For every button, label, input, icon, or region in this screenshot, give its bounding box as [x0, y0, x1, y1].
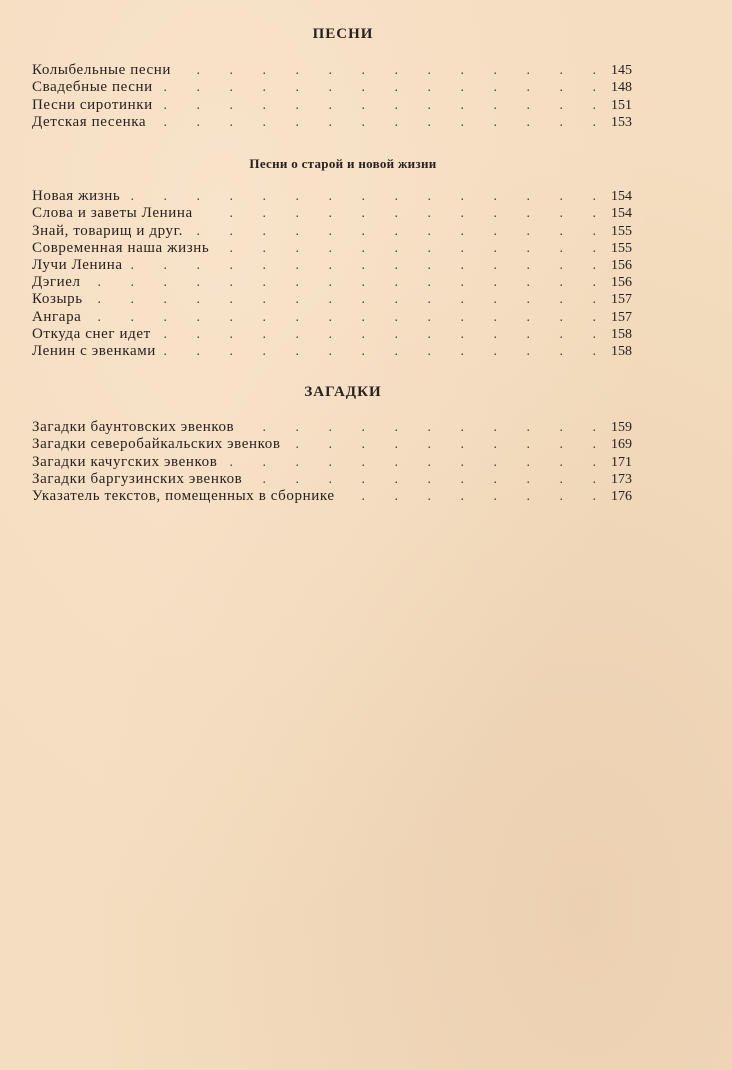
dot-leader [152, 114, 609, 131]
entry-page: 155 [611, 240, 632, 256]
toc-entry [32, 326, 632, 343]
dot-leader [157, 326, 609, 343]
entry-page: 171 [611, 454, 632, 470]
entry-page: 156 [611, 275, 632, 291]
entry-title: Песни сиротинки [32, 96, 153, 113]
entry-title: Козырь [32, 291, 83, 308]
toc-entry [32, 96, 632, 113]
dot-leader [159, 97, 609, 114]
entry-page: 158 [611, 326, 632, 342]
toc-entry [32, 453, 632, 470]
entry-title: Загадки качугских эвенков [32, 453, 218, 470]
entry-page: 173 [611, 471, 632, 487]
entry-title: Современная наша жизнь [32, 239, 210, 256]
entry-page: 154 [611, 189, 632, 205]
entry-title: Ленин с эвенками [32, 342, 156, 359]
dot-leader [199, 205, 609, 222]
toc-entry [32, 114, 632, 131]
entry-title: Колыбельные песни [32, 62, 172, 79]
dot-leader [287, 436, 609, 453]
dot-leader [223, 454, 609, 471]
entry-page: 155 [611, 223, 632, 239]
entry-page: 151 [611, 97, 632, 113]
dot-leader [240, 419, 609, 436]
dot-leader [159, 79, 609, 96]
toc-entry [32, 488, 632, 505]
toc-entry [32, 257, 632, 274]
toc-entry [32, 419, 632, 436]
toc-entry [32, 436, 632, 453]
dot-leader [215, 240, 609, 257]
entry-title: Детская песенка [32, 113, 147, 130]
entry-page: 169 [611, 437, 632, 453]
toc-entry [32, 240, 632, 257]
entry-page: 159 [611, 420, 632, 436]
entry-title: Ангара [32, 308, 82, 325]
section-heading-riddles: ЗАГАДКИ [304, 384, 382, 400]
entry-title: Загадки баргузинских эвенков [32, 470, 243, 487]
dot-leader [177, 62, 609, 79]
dot-leader [341, 488, 609, 505]
toc-entry [32, 205, 632, 222]
entry-title: Знай, товарищ и друг. [32, 222, 183, 239]
entry-title: Загадки баунтовских эвенков [32, 419, 235, 436]
entry-page: 148 [611, 80, 632, 96]
dot-leader [189, 223, 609, 240]
toc-entry [32, 308, 632, 325]
entry-page: 158 [611, 343, 632, 359]
entry-title: Дэгиел [32, 274, 81, 291]
toc-entry [32, 343, 632, 360]
toc-entry [32, 188, 632, 205]
entry-title: Загадки северобайкальских эвенков [32, 436, 281, 453]
dot-leader [126, 188, 609, 205]
entry-title: Слова и заветы Ленина [32, 205, 193, 222]
entry-page: 157 [611, 309, 632, 325]
entry-page: 154 [611, 206, 632, 222]
toc-entry [32, 222, 632, 239]
dot-leader [87, 274, 609, 291]
toc-entry [32, 62, 632, 79]
dot-leader [129, 257, 609, 274]
toc-entry [32, 291, 632, 308]
toc-list-songs [32, 62, 632, 131]
section-heading-songs: ПЕСНИ [312, 26, 374, 42]
entry-page: 176 [611, 488, 632, 504]
dot-leader [89, 291, 609, 308]
entry-page: 145 [611, 63, 632, 79]
entry-title: Указатель текстов, помещенных в сборнике [32, 487, 335, 504]
section-heading-old-new-life: Песни о старой и новой жизни [249, 156, 437, 171]
entry-title: Новая жизнь [32, 188, 121, 205]
toc-entry [32, 274, 632, 291]
entry-page: 156 [611, 257, 632, 273]
toc-list-old-new-life [32, 188, 632, 360]
entry-title: Лучи Ленина [32, 256, 123, 273]
toc-entry [32, 79, 632, 96]
toc-entry [32, 471, 632, 488]
dot-leader [162, 343, 609, 360]
dot-leader [248, 471, 609, 488]
entry-page: 153 [611, 114, 632, 130]
entry-title: Свадебные песни [32, 79, 153, 96]
dot-leader [87, 309, 609, 326]
entry-title: Откуда снег идет [32, 325, 151, 342]
entry-page: 157 [611, 292, 632, 308]
toc-list-riddles [32, 419, 632, 505]
